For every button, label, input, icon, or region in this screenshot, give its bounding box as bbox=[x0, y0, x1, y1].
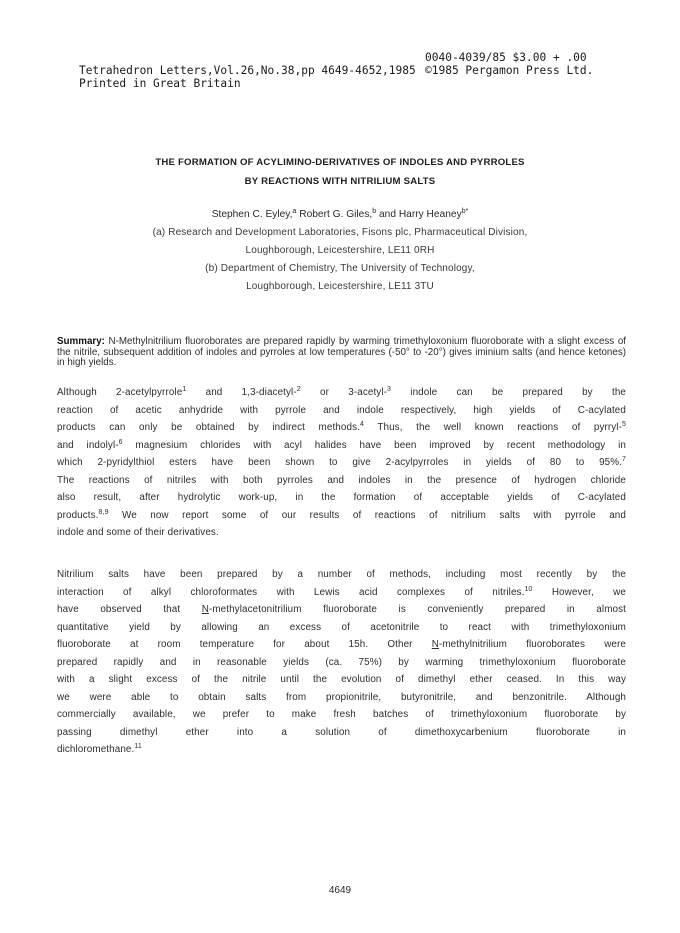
p2-line-5: fluoroborate at room temperature for about 15h. Other N-methylnitrilium fluoroborates were bbox=[57, 639, 626, 650]
page-number: 4649 bbox=[328, 885, 352, 896]
paragraph-2 bbox=[57, 566, 626, 759]
p1-line-9: indole and some of their derivatives. bbox=[57, 527, 219, 538]
article-title-line-2: BY REACTIONS WITH NITRILIUM SALTS bbox=[244, 176, 436, 187]
summary-label: Summary: bbox=[57, 336, 105, 347]
article-title-line-1: THE FORMATION OF ACYLIMINO-DERIVATIVES OF INDOLES AND PYRROLES bbox=[155, 157, 525, 168]
p1-line-5: which 2-pyridylthiol esters have been shown to give 2-acylpyrroles in yields of 80 to 95%.$^7$ bbox=[57, 456, 626, 468]
p1-line-4: and indolyl-$^6$ magnesium chlorides with acyl halides have been improved by recent methodology in bbox=[57, 438, 626, 451]
p1-line-8: products.$^{8,9}$ We now report some of our results of reactions of nitrilium salts with pyrrole and bbox=[57, 508, 626, 521]
p2-line-8: we were able to obtain salts from propionitrile, butyronitrile, and benzonitrile. Although bbox=[57, 691, 626, 703]
author-list bbox=[0, 209, 680, 220]
p2-line-11: dichloromethane.$^{11}$ bbox=[57, 743, 142, 755]
p1-line-7: also result, after hydrolytic work-up, in the formation of acceptable yields of C-acylated bbox=[57, 492, 626, 503]
p1-line-1: Although 2-acetylpyrrole$^1$ and 1,3-diacetyl-$^2$ or 3-acetyl-$^3$ indole can be prepared by the bbox=[57, 386, 626, 398]
p2-line-4: quantitative yield by allowing an excess of acetonitrile to react with trimethyloxonium bbox=[57, 621, 626, 633]
journal-citation: Tetrahedron Letters,Vol.26,No.38,pp 4649-4652,1985 bbox=[78, 64, 416, 77]
p2-line-2: interaction of alkyl chloroformates with Lewis acid complexes of nitriles.$^{10}$ However, we bbox=[57, 585, 626, 598]
p1-line-2: reaction of acetic anhydride with pyrrole and indole respectively, high yields of C-acylated bbox=[57, 404, 626, 416]
copyright: ©1985 Pergamon Press Ltd. bbox=[425, 64, 594, 77]
author-1-affiliation: a bbox=[292, 208, 297, 215]
paragraph-1 bbox=[57, 384, 626, 542]
p2-line-9: commercially available, we prefer to make fresh batches of trimethyloxonium fluoroborate by bbox=[57, 709, 626, 720]
issn-price: 0040-4039/85 $3.00 + .00 bbox=[425, 51, 587, 64]
printed-in: Printed in Great Britain bbox=[78, 77, 241, 90]
summary-block bbox=[57, 337, 626, 369]
p2-line-3: have observed that N-methylacetonitrilium fluoroborate is conveniently prepared in almost bbox=[57, 604, 626, 615]
author-2-affiliation: b bbox=[372, 208, 377, 215]
author-3: and Harry Heaney bbox=[376, 209, 462, 220]
affiliation-b-line-1: (b) Department of Chemistry, The University of Technology, bbox=[205, 263, 475, 274]
affiliation-a-line-2: Loughborough, Leicestershire, LE11 0RH bbox=[245, 245, 435, 256]
p2-line-1: Nitrilium salts have been prepared by a number of methods, including most recently by the bbox=[57, 569, 626, 580]
affiliation-a-line-1: (a) Research and Development Laboratories, Fisons plc, Pharmaceutical Division, bbox=[152, 227, 528, 238]
p2-line-7: with a slight excess of the nitrile until the evolution of dimethyl ether ceased. In this way bbox=[57, 674, 626, 685]
affiliation-b-line-2: Loughborough, Leicestershire, LE11 3TU bbox=[246, 281, 434, 292]
author-1: Stephen C. Eyley, bbox=[211, 209, 293, 220]
p1-line-6: The reactions of nitriles with both pyrroles and indoles in the presence of hydrogen chloride bbox=[57, 474, 626, 486]
author-2: Robert G. Giles, bbox=[296, 209, 373, 220]
p2-line-6: prepared rapidly and in reasonable yields (ca. 75%) by warming trimethyloxonium fluoroborate bbox=[57, 656, 626, 668]
author-3-affiliation: b* bbox=[461, 208, 469, 215]
p2-line-10: passing dimethyl ether into a solution of dimethoxycarbenium fluoroborate in bbox=[57, 726, 626, 738]
p1-line-3: products can only be obtained by indirect methods.$^4$ Thus, the well known reactions of pyrryl-$^5$ bbox=[57, 421, 626, 433]
summary-text: N-Methylnitrilium fluoroborates are prepared rapidly by warming trimethyloxonium fluoroborate with a slight excess of the nitrile, subsequent addition of indoles and pyrroles at low temperatures (-50° to -20°) gives iminium salts (and hence ketones) in high yields. bbox=[57, 336, 626, 369]
